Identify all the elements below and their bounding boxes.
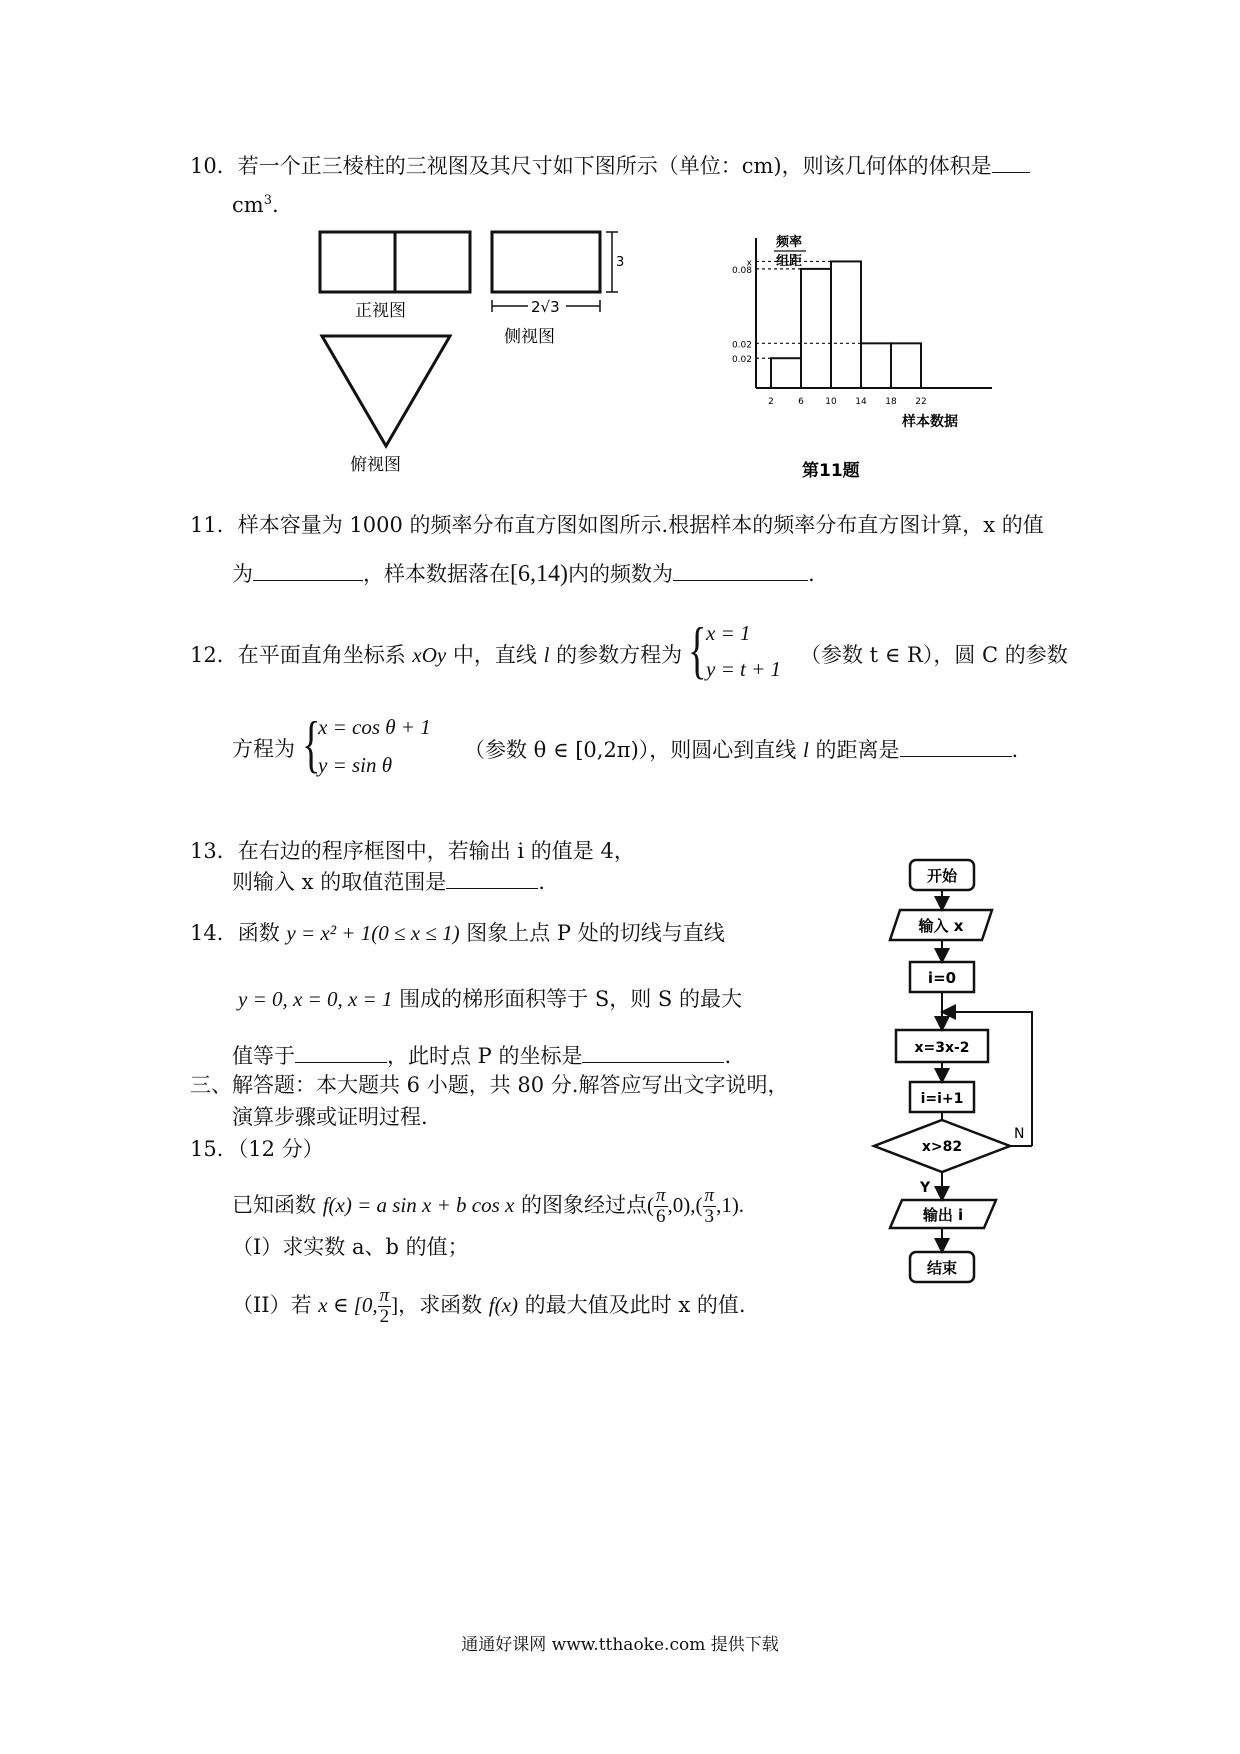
q12-eq3: x = cos θ + 1 (318, 715, 431, 739)
hist-bar (831, 261, 861, 388)
hist-bar (801, 269, 831, 388)
hist-x-tick-label: 18 (885, 397, 897, 407)
hist-y-tick-label: 0.08 (731, 265, 752, 276)
q10-line1: 10．若一个正三棱柱的三视图及其尺寸如下图所示（单位：cm)，则该几何体的体积是 (190, 150, 1030, 181)
hist-bar (891, 343, 921, 388)
q14-line3: 值等于 ，此时点 P 的坐标是 . (232, 1040, 731, 1071)
q13-line2: 则输入 x 的取值范围是 . (232, 866, 545, 897)
hist-y-tick-label: x (746, 258, 752, 269)
q13-answer-blank[interactable] (446, 866, 538, 889)
width-dimension-label: 2√3 (531, 298, 560, 316)
q12-answer-blank[interactable] (900, 734, 1012, 757)
svg-text:输入 x: 输入 x (918, 917, 964, 935)
section3-line1: 三、解答题：本大题共 6 小题，共 80 分.解答应写出文字说明， (190, 1073, 789, 1097)
histogram-chart (720, 230, 1020, 490)
top-view-label: 俯视图 (350, 455, 401, 475)
side-view (492, 232, 600, 292)
side-view-label: 侧视图 (504, 327, 555, 347)
q12-line1: 12．在平面直角坐标系 xOy 中，直线 l 的参数方程为 (190, 643, 683, 667)
height-dimension-label: 3 (616, 255, 625, 270)
q15-part1: （I）求实数 a、b 的值； (232, 1235, 469, 1259)
q13-line1: 13．在右边的程序框图中，若输出 i 的值是 4， (190, 839, 635, 863)
three-view-figure (300, 224, 640, 480)
q14-line2: y = 0, x = 0, x = 1 围成的梯形面积等于 S，则 S 的最大 (238, 987, 742, 1011)
flow-no-label: N (1014, 1126, 1025, 1142)
hist-ylabel-top: 频率 (776, 235, 803, 250)
page-footer: 通通好课网 www.tthaoke.com 提供下载 (461, 1635, 779, 1655)
q15-header: 15．（12 分） (190, 1137, 324, 1161)
svg-text:x=3x-2: x=3x-2 (914, 1040, 970, 1056)
q14-blank-point[interactable] (582, 1040, 724, 1063)
q11-line2: 为 ，样本数据落在[6,14)内的频数为 . (232, 558, 815, 589)
q15-line1: 已知函数 f(x) = a sin x + b cos x 的图象经过点( $\frac{\pi}{6}$ ,0),( $\frac{\pi}{3}$ ,1). (232, 1185, 745, 1227)
hist-caption: 第11题 (802, 461, 860, 481)
q12-eq1: x = 1 (706, 621, 751, 645)
q11-blank-x[interactable] (253, 558, 363, 581)
flowchart (860, 852, 1080, 1332)
hist-x-tick-label: 14 (855, 397, 867, 407)
svg-text:x>82: x>82 (921, 1139, 963, 1155)
hist-x-tick-label: 2 (768, 397, 774, 407)
q11-blank-count[interactable] (673, 558, 808, 581)
hist-x-tick-label: 22 (915, 397, 927, 407)
hist-ylabel-bottom: 组距 (776, 254, 803, 269)
q14-blank-smax[interactable] (295, 1040, 387, 1063)
top-view (322, 336, 450, 446)
svg-text:输出 i: 输出 i (922, 1206, 964, 1224)
q12-line2-pre: 方程为 (232, 737, 295, 761)
hist-xlabel: 样本数据 (902, 414, 958, 430)
q15-part2: （II）若 x ∈ [0, $\frac{\pi}{2}$ ]，求函数 f(x) 的最大值及此时 x 的值. (232, 1285, 746, 1327)
q14-line1: 14．函数 y = x² + 1(0 ≤ x ≤ 1) 图象上点 P 处的切线与直线 (190, 921, 725, 945)
q11-line1: 11．样本容量为 1000 的频率分布直方图如图所示.根据样本的频率分布直方图计算，x 的值 (190, 513, 1044, 537)
q10-answer-blank[interactable] (992, 150, 1030, 173)
svg-text:i=0: i=0 (927, 969, 957, 987)
q12-param1: （参数 t ∈ R），圆 C 的参数 (800, 643, 1068, 667)
hist-y-tick-label: 0.02 (731, 340, 752, 351)
front-view-label: 正视图 (355, 301, 406, 321)
hist-x-tick-label: 10 (825, 397, 837, 407)
flow-yes-label: Y (920, 1180, 931, 1196)
svg-text:开始: 开始 (926, 867, 958, 885)
svg-text:结束: 结束 (926, 1259, 958, 1277)
q12-brace-2: { (302, 708, 321, 779)
hist-bar (771, 358, 801, 388)
section3-line2: 演算步骤或证明过程. (232, 1105, 428, 1129)
q10-line2: $cm^3$. (232, 193, 279, 217)
hist-bar (861, 343, 891, 388)
q12-eq4: y = sin θ (318, 753, 393, 777)
q12-brace-1: { (688, 614, 707, 685)
q12-eq2: y = t + 1 (706, 657, 781, 681)
q12-line2-post: （参数 θ ∈ [0,2π)），则圆心到直线 l 的距离是 . (464, 734, 1018, 765)
hist-y-tick-label: 0.02 (731, 355, 752, 366)
svg-text:i=i+1: i=i+1 (920, 1091, 964, 1107)
hist-x-tick-label: 6 (798, 397, 804, 407)
